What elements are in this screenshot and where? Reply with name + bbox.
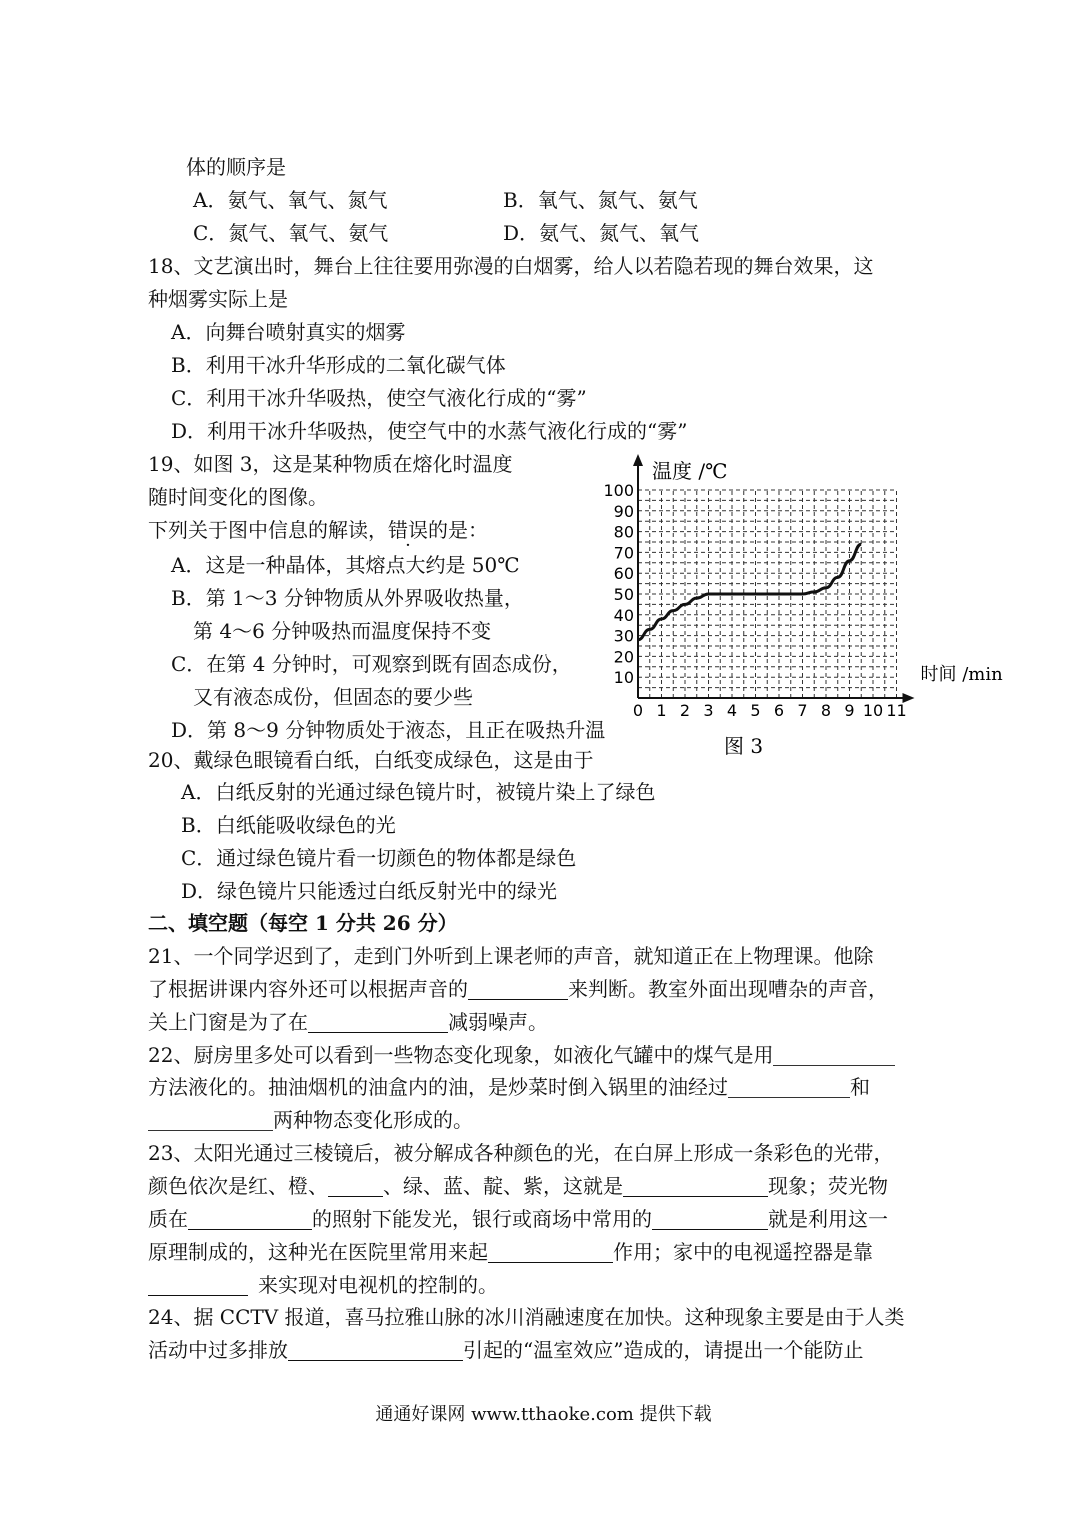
melting-curve-chart <box>596 445 1056 765</box>
q22-text-a: 22、厨房里多处可以看到一些物态变化现象，如液化气罐中的煤气是用 <box>148 1043 774 1067</box>
y-axis-label: 温度 /℃ <box>652 459 728 483</box>
q21-text-d: 减弱噪声。 <box>448 1010 548 1034</box>
q22-line2 <box>148 1073 870 1101</box>
q23-text-b: 、绿、蓝、靛、紫，这就是 <box>383 1174 623 1198</box>
q23-text-e: 的照射下能发光，银行或商场中常用的 <box>312 1207 652 1231</box>
y-tick-label: 60 <box>613 564 634 584</box>
q23-line2 <box>148 1172 888 1200</box>
q19-option-a: A．这是一种晶体，其熔点大约是 50℃ <box>171 553 520 577</box>
chart-tick-labels <box>603 481 906 720</box>
q21-line3 <box>148 1008 548 1036</box>
q19-stem-line2: 随时间变化的图像。 <box>148 485 328 509</box>
q18-option-c: C．利用干冰升华吸热，使空气液化行成的“雾” <box>171 386 587 410</box>
q24-blank-1[interactable] <box>288 1340 463 1361</box>
figure-caption: 图 3 <box>724 734 764 758</box>
x-tick-label: 7 <box>797 701 808 720</box>
q21-line2 <box>148 975 888 1003</box>
q21-text-c: 关上门窗是为了在 <box>148 1010 308 1034</box>
q22-blank-1[interactable] <box>773 1045 895 1066</box>
x-tick-label: 5 <box>750 701 761 720</box>
q19-emphasis-word: 错误 <box>388 518 428 542</box>
q23-text-g: 原理制成的，这种光在医院里常用来起 <box>148 1240 488 1264</box>
q17-option-a: A．氨气、氧气、氮气 <box>193 188 388 212</box>
y-axis-arrow-icon <box>633 454 643 466</box>
q23-text-d: 质在 <box>148 1207 188 1231</box>
q20-option-b: B．白纸能吸收绿色的光 <box>181 813 396 837</box>
q24-text-b: 引起的“温室效应”造成的，请提出一个能防止 <box>463 1338 864 1362</box>
x-tick-label: 10 <box>862 701 884 720</box>
x-tick-label: 3 <box>703 701 714 720</box>
q24-line1: 24、据 CCTV 报道，喜马拉雅山脉的冰川消融速度在加快。这种现象主要是由于人类 <box>148 1305 905 1329</box>
q22-text-d: 两种物态变化形成的。 <box>273 1108 473 1132</box>
q19-option-d: D．第 8～9 分钟物质处于液态，且正在吸热升温 <box>171 718 606 742</box>
q21-blank-1[interactable] <box>468 979 568 1000</box>
x-axis-label: 时间 /min <box>920 664 1003 685</box>
q22-text-c: 和 <box>850 1075 870 1099</box>
q23-blank-3[interactable] <box>188 1209 312 1230</box>
x-tick-label: 9 <box>844 701 855 720</box>
q19-option-c-line1: C．在第 4 分钟时，可观察到既有固态成份， <box>171 652 572 676</box>
q20-option-a: A．白纸反射的光通过绿色镜片时，被镜片染上了绿色 <box>181 780 656 804</box>
q23-blank-4[interactable] <box>652 1209 768 1230</box>
q17-stem-cont: 体的顺序是 <box>186 155 286 179</box>
q23-line3 <box>148 1205 888 1233</box>
q22-blank-2[interactable] <box>728 1077 850 1098</box>
q21-text-a: 了根据讲课内容外还可以根据声音的 <box>148 977 468 1001</box>
q20-option-c: C．通过绿色镜片看一切颜色的物体都是绿色 <box>181 846 577 870</box>
x-tick-label: 1 <box>656 701 667 720</box>
q23-text-i: 来实现对电视机的控制的。 <box>258 1273 498 1297</box>
q21-text-b: 来判断。教室外面出现嘈杂的声音， <box>568 977 888 1001</box>
q18-option-d: D．利用干冰升华吸热，使空气中的水蒸气液化行成的“雾” <box>171 419 688 443</box>
q23-line4 <box>148 1238 873 1266</box>
q23-text-c: 现象；荧光物 <box>768 1174 888 1198</box>
q21-blank-2[interactable] <box>308 1012 448 1033</box>
q23-line5 <box>148 1271 498 1299</box>
q22-text-b: 方法液化的。抽油烟机的油盒内的油，是炒菜时倒入锅里的油经过 <box>148 1075 728 1099</box>
q23-line1: 23、太阳光通过三棱镜后，被分解成各种颜色的光，在白屏上形成一条彩色的光带， <box>148 1141 894 1165</box>
y-tick-label: 80 <box>613 522 634 542</box>
y-tick-label: 90 <box>613 501 634 521</box>
q19-option-b-line1: B．第 1～3 分钟物质从外界吸收热量， <box>171 586 524 610</box>
q17-option-b: B．氧气、氮气、氨气 <box>503 188 698 212</box>
q24-text-a: 活动中过多排放 <box>148 1338 288 1362</box>
y-tick-label: 50 <box>613 585 634 604</box>
q19-stem-part3: 的是： <box>428 518 488 542</box>
y-tick-label: 70 <box>613 543 634 563</box>
q21-line1: 21、一个同学迟到了，走到门外听到上课老师的声音，就知道正在上物理课。他除 <box>148 944 874 968</box>
q23-blank-1[interactable] <box>328 1176 383 1197</box>
q20-option-d: D．绿色镜片只能透过白纸反射光中的绿光 <box>181 879 558 903</box>
y-tick-label: 100 <box>603 481 634 500</box>
y-tick-label: 20 <box>613 647 634 667</box>
q23-text-h: 作用；家中的电视遥控器是靠 <box>613 1240 873 1264</box>
q17-option-c: C．氮气、氧气、氨气 <box>193 221 389 245</box>
x-tick-label: 6 <box>773 701 785 720</box>
y-tick-label: 30 <box>613 626 634 646</box>
q23-blank-5[interactable] <box>488 1242 613 1263</box>
x-tick-label: 2 <box>679 701 691 720</box>
q19-stem-line3 <box>148 516 488 544</box>
x-tick-label: 11 <box>886 701 907 720</box>
x-tick-label: 4 <box>726 701 738 720</box>
y-tick-label: 10 <box>613 668 634 688</box>
q17-option-d: D．氨气、氮气、氧气 <box>503 221 700 245</box>
q18-stem-line2: 种烟雾实际上是 <box>148 287 288 311</box>
q22-line3 <box>148 1106 473 1134</box>
page-footer: 通通好课网 www.tthaoke.com 提供下载 <box>375 1404 712 1425</box>
chart-axes <box>633 454 915 703</box>
q23-blank-6[interactable] <box>148 1275 248 1296</box>
q19-option-b-line2: 第 4～6 分钟吸热而温度保持不变 <box>193 619 492 643</box>
y-tick-label: 40 <box>613 605 634 625</box>
q18-option-b: B．利用干冰升华形成的二氧化碳气体 <box>171 353 506 377</box>
q19-option-c-line2: 又有液态成份，但固态的要少些 <box>193 685 473 709</box>
q19-stem-line1: 19、如图 3，这是某种物质在熔化时温度 <box>148 452 513 476</box>
q18-option-a: A．向舞台喷射真实的烟雾 <box>171 320 406 344</box>
x-tick-label: 8 <box>820 701 832 720</box>
q24-line2 <box>148 1336 863 1364</box>
q23-blank-2[interactable] <box>623 1176 768 1197</box>
q20-stem: 20、戴绿色眼镜看白纸，白纸变成绿色，这是由于 <box>148 748 594 772</box>
q23-text-a: 颜色依次是红、橙、 <box>148 1174 328 1198</box>
x-tick-label: 0 <box>632 701 644 720</box>
section-2-heading: 二、填空题（每空 1 分共 26 分） <box>148 911 458 935</box>
q23-text-f: 就是利用这一 <box>768 1207 888 1231</box>
q22-blank-3[interactable] <box>148 1110 273 1131</box>
q22-line1 <box>148 1041 895 1069</box>
q19-stem-part1: 下列关于图中信息的解读， <box>148 518 388 542</box>
q18-stem-line1: 18、文艺演出时，舞台上往往要用弥漫的白烟雾，给人以若隐若现的舞台效果，这 <box>148 254 874 278</box>
